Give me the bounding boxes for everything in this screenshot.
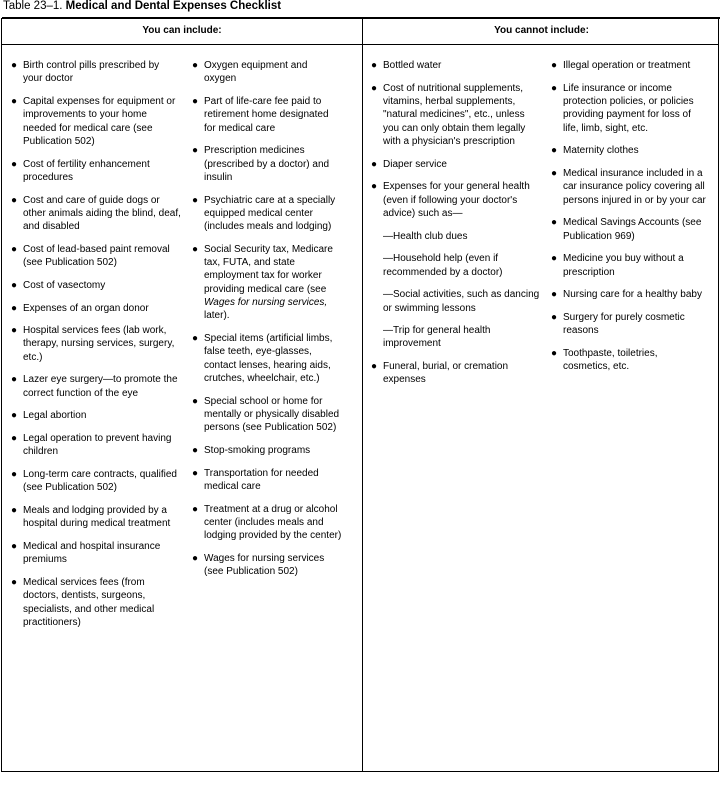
bullet-icon: ● <box>371 82 378 94</box>
checklist-table <box>1 18 719 772</box>
item-text: Cost and care of guide dogs or other animals aiding the blind, deaf, and disabled <box>23 194 181 233</box>
item-text: Birth control pills prescribed by your doctor <box>23 60 160 85</box>
list-item <box>551 216 706 243</box>
item-text: Part of life-care fee paid to retirement home designated for medical care <box>204 95 329 134</box>
item-text: Stop-smoking programs <box>204 444 311 456</box>
column-divider <box>362 19 363 771</box>
list-item <box>192 332 342 385</box>
table-title: Medical and Dental Expenses Checklist <box>65 0 282 12</box>
list-item <box>192 59 342 86</box>
include-header: You can include: <box>142 25 222 36</box>
item-text: Medical and hospital insurance premiums <box>23 541 161 566</box>
table-number: Table 23–1. <box>3 0 63 12</box>
list-item <box>11 324 181 364</box>
list-item <box>551 252 706 279</box>
item-text: —Trip for general health improvement <box>383 325 491 350</box>
item-text: Surgery for purely cosmetic reasons <box>563 311 685 337</box>
item-text: Life insurance or income protection policies, or policies providing payment for loss of life, limb, sight, etc. <box>563 82 694 134</box>
item-text: Lazer eye surgery—to promote the correct function of the eye <box>23 374 178 399</box>
item-text: Toothpaste, toiletries, cosmetics, etc. <box>563 347 658 373</box>
item-text: Funeral, burial, or cremation expenses <box>383 361 509 386</box>
header-rule <box>2 44 718 45</box>
item-text: Medical insurance included in a car insurance policy covering all persons injured in or by your car <box>563 167 706 206</box>
list-item <box>192 395 342 435</box>
item-text: Medicine you buy without a prescription <box>563 253 684 278</box>
bullet-icon: ● <box>192 333 199 344</box>
item-text: Cost of nutritional supplements, vitamins, herbal supplements, "natural medicines", etc., unless you can only obtain them legally with a physician's prescription <box>383 82 526 147</box>
item-text: Prescription medicines (prescribed by a doctor) and insulin <box>204 145 330 183</box>
list-item <box>371 360 543 387</box>
bullet-icon: ● <box>192 552 199 564</box>
list-item <box>192 467 342 494</box>
list-item <box>192 552 342 579</box>
list-item <box>192 444 342 457</box>
list-item <box>371 158 543 171</box>
item-text: Medical Savings Accounts (see Publication 969) <box>563 217 702 242</box>
list-item <box>192 503 342 543</box>
list-item <box>11 194 181 234</box>
item-text: Capital expenses for equipment or improvements to your home needed for medical care (see Publication 502) <box>23 95 176 147</box>
bullet-icon: ● <box>11 243 18 255</box>
bullet-icon: ● <box>551 311 558 323</box>
item-text: Expenses of an organ donor <box>23 302 149 314</box>
item-text: Maternity clothes <box>563 145 639 157</box>
top-rule <box>2 17 720 19</box>
bullet-icon: ● <box>11 410 18 422</box>
item-text: Social Security tax, Medicare tax, FUTA, and state employment tax for worker providing medical care (see <box>204 243 333 295</box>
bullet-icon: ● <box>192 145 199 157</box>
bullet-icon: ● <box>11 374 18 386</box>
item-text: Hospital services fees (lab work, therapy, nursing services, surgery, etc.) <box>23 325 175 363</box>
item-text: Legal abortion <box>23 410 87 422</box>
item-text: Wages for nursing services (see Publication 502) <box>204 552 325 578</box>
list-item <box>11 302 181 315</box>
item-text: Treatment at a drug or alcohol center (includes meals and lodging provided by the center) <box>204 503 342 542</box>
item-text: Legal operation to prevent having children <box>23 433 172 458</box>
bullet-icon: ● <box>551 145 558 157</box>
sub-list-item <box>383 230 543 243</box>
item-text: Bottled water <box>383 60 442 71</box>
sub-list-item <box>383 288 543 315</box>
item-text: Cost of lead-based paint removal (see Publication 502) <box>23 243 170 269</box>
bullet-icon: ● <box>192 60 199 71</box>
list-item <box>551 59 706 72</box>
list-item <box>371 180 543 220</box>
list-item <box>192 95 342 135</box>
item-text: Illegal operation or treatment <box>563 60 691 71</box>
bullet-icon: ● <box>551 167 558 179</box>
sub-list-item <box>383 324 543 351</box>
list-item <box>371 59 543 72</box>
item-text: Cost of fertility enhancement procedures <box>23 158 150 183</box>
bullet-icon: ● <box>11 577 18 589</box>
item-text: Psychiatric care at a specially equipped medical center (includes meals and lodging) <box>204 194 336 233</box>
exclude-header: You cannot include: <box>494 25 589 36</box>
item-text: —Household help (even if recommended by a doctor) <box>383 253 503 278</box>
bullet-icon: ● <box>11 541 18 553</box>
bullet-icon: ● <box>11 194 18 206</box>
bullet-icon: ● <box>551 289 558 301</box>
item-text: Special school or home for mentally or physically disabled persons (see Publication 502) <box>204 395 340 434</box>
list-item <box>551 167 706 207</box>
bullet-icon: ● <box>371 181 378 193</box>
item-text: Diaper service <box>383 158 447 170</box>
bullet-icon: ● <box>551 82 558 94</box>
bullet-icon: ● <box>371 361 378 373</box>
bullet-icon: ● <box>11 302 18 314</box>
list-item <box>11 373 181 400</box>
bullet-icon: ● <box>192 95 199 107</box>
exclude-list-col1 <box>371 59 543 396</box>
list-item <box>11 504 181 531</box>
item-text: later). <box>204 310 230 322</box>
include-list-col2 <box>192 59 342 588</box>
item-text: —Health club dues <box>383 230 468 242</box>
bullet-icon: ● <box>371 158 378 170</box>
list-item <box>551 311 706 338</box>
item-text: Cost of vasectomy <box>23 279 106 291</box>
bullet-icon: ● <box>192 503 199 515</box>
list-item <box>11 409 181 422</box>
list-item <box>11 540 181 567</box>
bullet-icon: ● <box>11 433 18 445</box>
bullet-icon: ● <box>11 158 18 170</box>
bullet-icon: ● <box>551 217 558 229</box>
list-item <box>192 243 342 323</box>
bullet-icon: ● <box>192 243 199 255</box>
bullet-icon: ● <box>192 395 199 407</box>
item-text: —Social activities, such as dancing or swimming lessons <box>383 289 540 314</box>
item-text: Meals and lodging provided by a hospital during medical treatment <box>23 505 171 530</box>
list-item <box>11 468 181 495</box>
item-text: Expenses for your general health (even if following your doctor's advice) such as— <box>383 181 530 219</box>
item-text: Oxygen equipment and oxygen <box>204 60 308 85</box>
list-item <box>551 288 706 301</box>
bullet-icon: ● <box>11 95 18 107</box>
item-text: Long-term care contracts, qualified (see Publication 502) <box>23 469 177 494</box>
bullet-icon: ● <box>192 444 199 456</box>
list-item <box>551 144 706 157</box>
include-list-col1 <box>11 59 181 639</box>
list-item <box>11 576 181 629</box>
item-italic-ref: Wages for nursing services, <box>204 297 328 309</box>
list-item <box>11 95 181 148</box>
sub-list-item <box>383 252 543 279</box>
list-item <box>11 279 181 292</box>
bullet-icon: ● <box>192 467 199 479</box>
bullet-icon: ● <box>11 279 18 291</box>
item-text: Nursing care for a healthy baby <box>563 289 702 301</box>
table-caption <box>3 0 281 14</box>
item-text: Medical services fees (from doctors, dentists, surgeons, specialists, and other medical practitioners) <box>23 577 155 628</box>
item-text: Transportation for needed medical care <box>204 467 319 492</box>
bullet-icon: ● <box>551 253 558 265</box>
bullet-icon: ● <box>11 325 18 337</box>
bullet-icon: ● <box>371 60 378 71</box>
item-text: Special items (artificial limbs, false teeth, eye-glasses, contact lenses, hearing aids, crutches, wheelchair, etc.) <box>204 333 333 384</box>
list-item <box>11 432 181 459</box>
exclude-list-col2 <box>551 59 706 383</box>
bullet-icon: ● <box>11 469 18 481</box>
list-item <box>551 82 706 135</box>
bullet-icon: ● <box>192 194 199 206</box>
bullet-icon: ● <box>551 347 558 359</box>
list-item <box>551 347 706 374</box>
list-item <box>192 144 342 184</box>
list-item <box>371 82 543 148</box>
list-item <box>11 59 181 86</box>
bullet-icon: ● <box>551 60 558 71</box>
list-item <box>11 243 181 270</box>
bullet-icon: ● <box>11 505 18 517</box>
list-item <box>192 194 342 234</box>
bullet-icon: ● <box>11 60 18 71</box>
list-item <box>11 158 181 185</box>
